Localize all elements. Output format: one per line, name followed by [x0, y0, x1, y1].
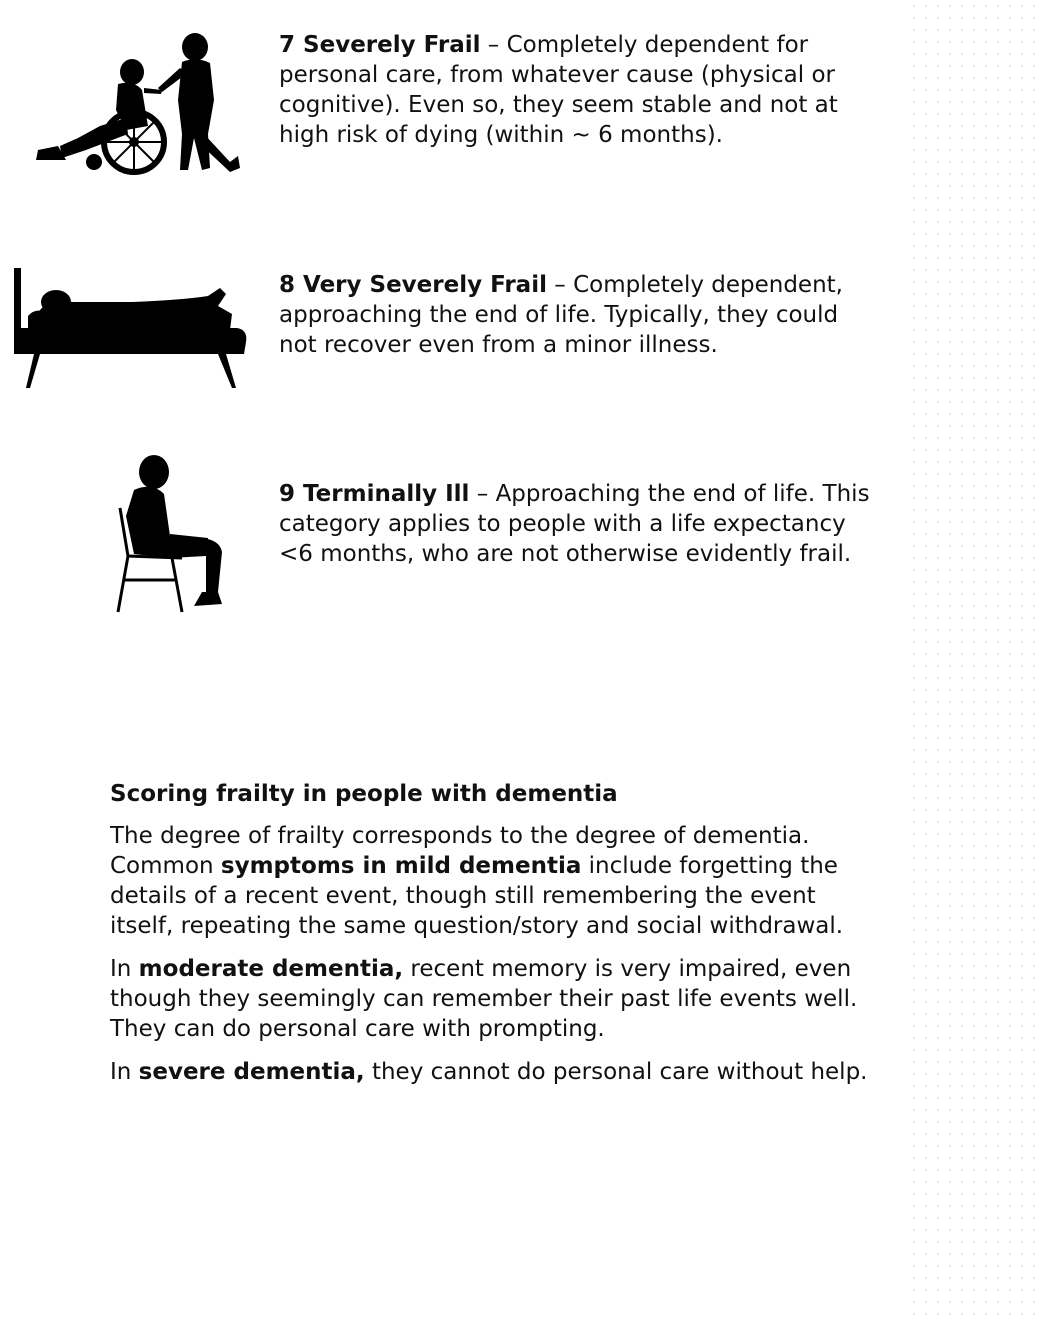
level-8-title: Very Severely Frail — [303, 272, 547, 298]
level-8-number: 8 — [279, 272, 296, 298]
dotted-background — [908, 0, 1044, 1319]
level-7-description: Completely dependent for personal care, from whatever cause (physical or cognitive). Even so, they seem stable and not at high risk of dying (within ~ 6 months). — [279, 32, 838, 148]
level-9-description: Approaching the end of life. This category applies to people with a life expectancy <6 months, who are not otherwise evidently frail. — [279, 481, 870, 567]
mild-dementia-emphasis: symptoms in mild dementia — [220, 853, 582, 879]
frailty-level-8 — [279, 270, 879, 360]
level-8-heading — [279, 272, 547, 298]
severe-dementia-emphasis: severe dementia, — [138, 1059, 365, 1085]
mild-dementia-paragraph — [110, 821, 870, 941]
person-lying-in-bed-icon — [12, 266, 248, 390]
moderate-dementia-emphasis: moderate dementia, — [138, 956, 404, 982]
level-9-separator: – — [469, 481, 496, 507]
person-seated-on-chair-icon — [110, 452, 228, 618]
person-pushing-wheelchair-icon — [30, 30, 242, 178]
level-7-title: Severely Frail — [303, 32, 481, 58]
severe-dementia-text-end: they cannot do personal care without help. — [364, 1059, 868, 1085]
dementia-section — [110, 779, 870, 1100]
level-9-title: Terminally Ill — [303, 481, 470, 507]
level-7-number: 7 — [279, 32, 296, 58]
severe-dementia-text-start: In — [110, 1059, 139, 1085]
frailty-level-9 — [279, 479, 879, 569]
level-8-description: Completely dependent, approaching the end of life. Typically, they could not recover even from a minor illness. — [279, 272, 843, 358]
mild-dementia-text-start: The degree of frailty corresponds to the degree of dementia. Common — [110, 823, 810, 879]
moderate-dementia-text-start: In — [110, 956, 139, 982]
dementia-heading: Scoring frailty in people with dementia — [110, 781, 618, 807]
level-9-heading — [279, 481, 469, 507]
level-9-number: 9 — [279, 481, 296, 507]
level-7-separator: – — [480, 32, 507, 58]
level-7-heading — [279, 32, 480, 58]
level-8-separator: – — [546, 272, 574, 298]
moderate-dementia-text-end: recent memory is very impaired, even though they seemingly can remember their past life events well. They can do personal care with prompting. — [110, 956, 858, 1042]
mild-dementia-text-end: include forgetting the details of a recent event, though still remembering the event itself, repeating the same question/story and social withdrawal. — [110, 853, 844, 939]
severe-dementia-paragraph — [110, 1057, 870, 1087]
moderate-dementia-paragraph — [110, 954, 870, 1044]
frailty-level-7 — [279, 30, 879, 150]
